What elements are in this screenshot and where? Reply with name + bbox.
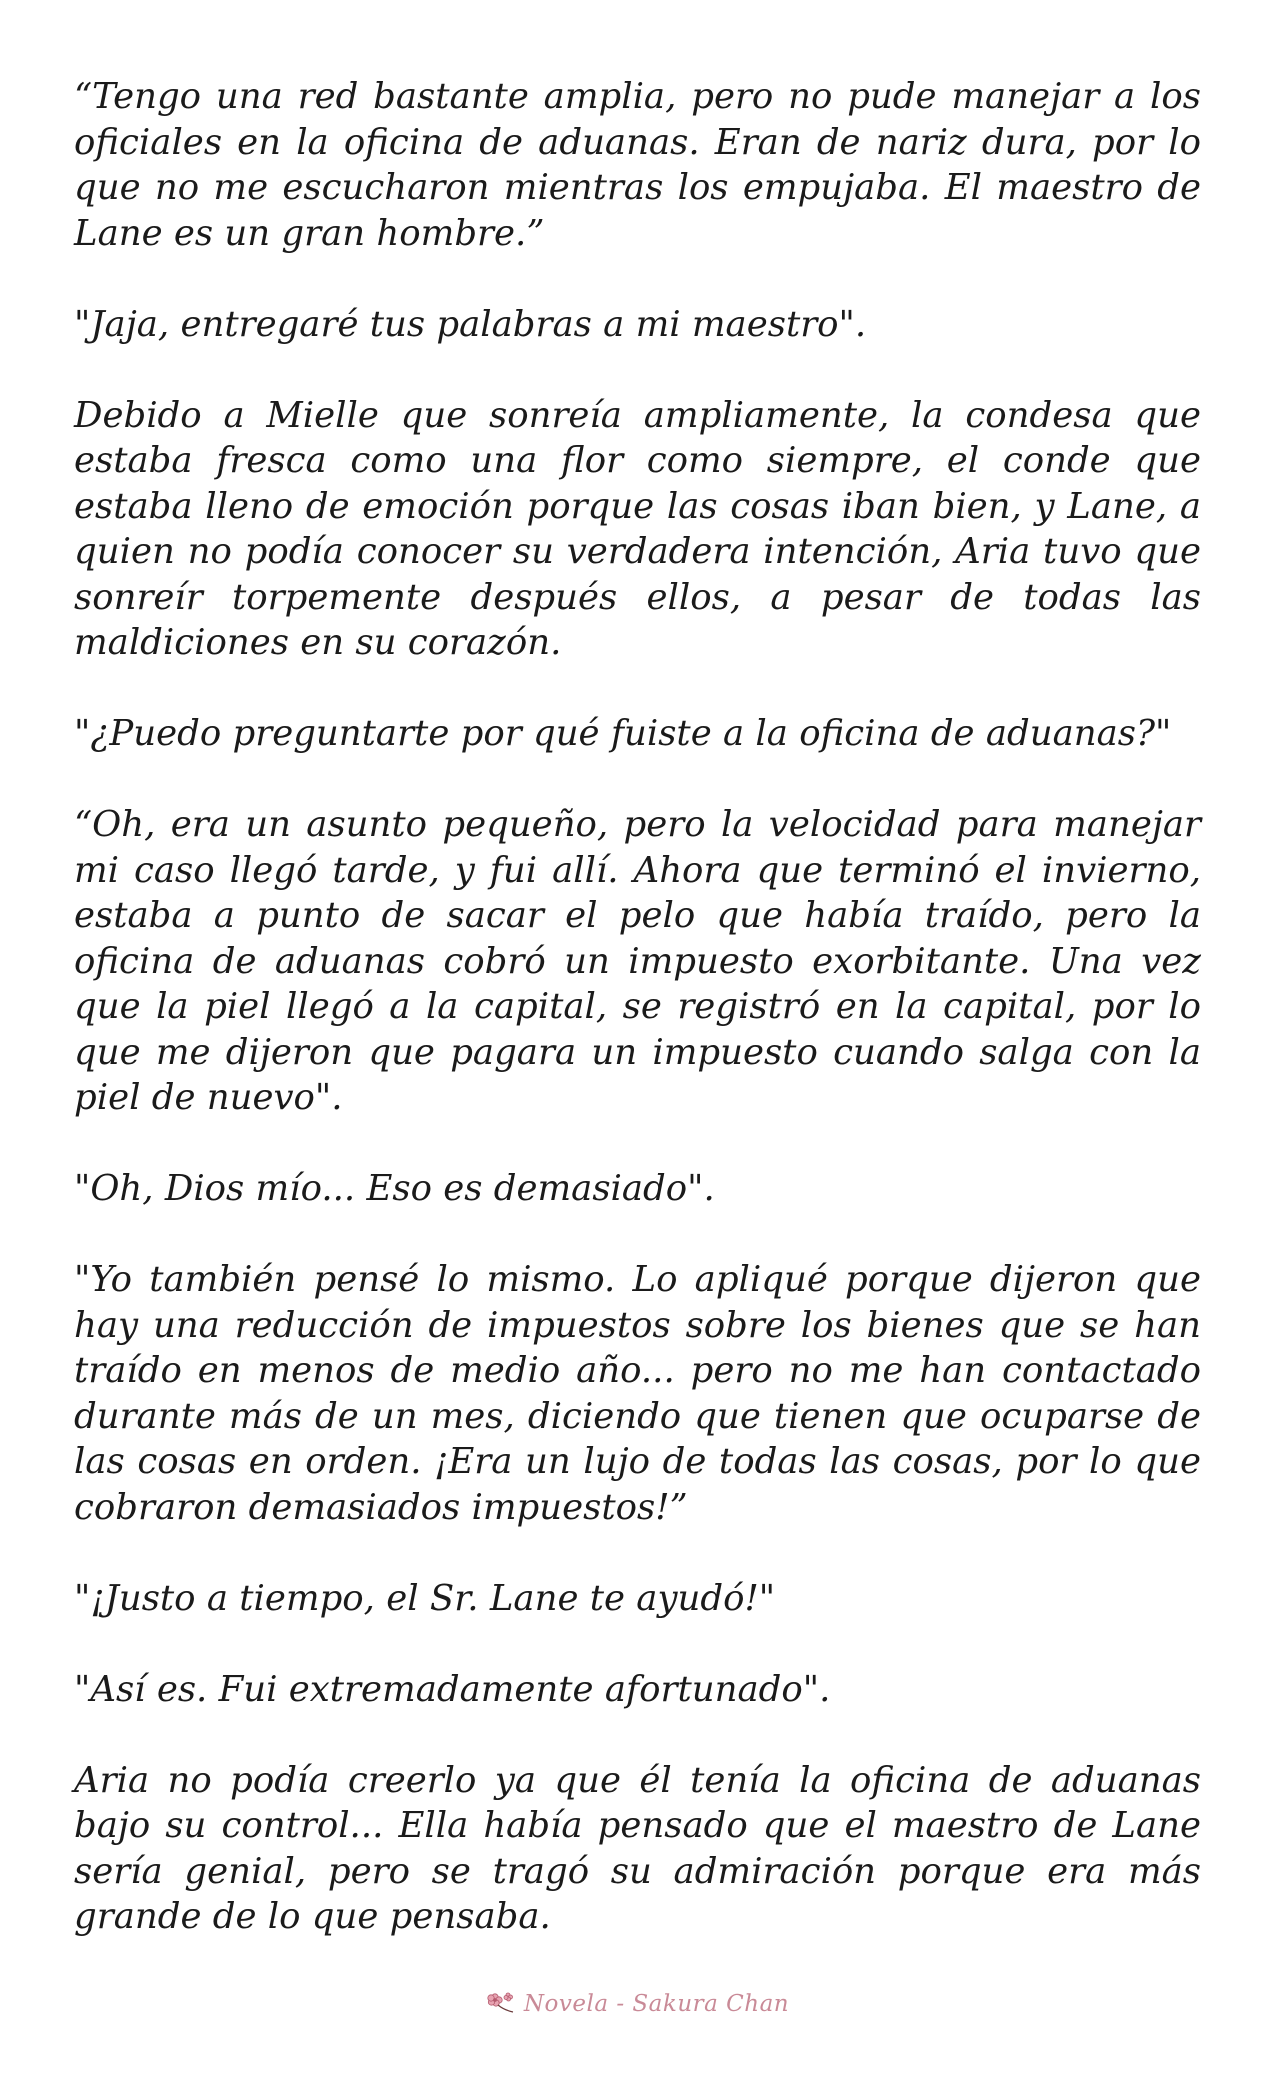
- paragraph: "Oh, Dios mío... Eso es demasiado".: [74, 1168, 715, 1209]
- paragraph: Debido a Mielle que sonreía ampliamente, la condesa que estaba fresca como una flor como siempre, el conde que estaba lleno de emoción porque las cosas iban bien, y Lane, a quien no podía conocer su verdadera intención, Aria tuvo que sonreír torpemente después ellos, a pesar de todas las maldiciones en su corazón.: [74, 394, 1201, 663]
- paragraph: Aria no podía creerlo ya que él tenía la oficina de aduanas bajo su control... Ella había pensado que el maestro de Lane sería genial, pero se tragó su admiración porque era más grande de lo que pensaba.: [74, 1759, 1201, 1937]
- watermark: [0, 1990, 1275, 2017]
- paragraph: “Oh, era un asunto pequeño, pero la velocidad para manejar mi caso llegó tarde, y fui allí. Ahora que terminó el invierno, estaba a punto de sacar el pelo que había traído, pero la oficina de aduanas cobró un impuesto exorbitante. Una vez que la piel llegó a la capital, se registró en la capital, por lo que me dijeron que pagara un impuesto cuando salga con la piel de nuevo".: [74, 804, 1201, 1118]
- sakura-flower-icon: [486, 1990, 516, 2014]
- paragraph: "Jaja, entregaré tus palabras a mi maestro".: [74, 303, 867, 345]
- paragraph: "Así es. Fui extremadamente afortunado".: [74, 1668, 831, 1710]
- paragraph: "Yo también pensé lo mismo. Lo apliqué porque dijeron que hay una reducción de impuestos sobre los bienes que se han traído en menos de medio año... pero no me han contactado durante más de un mes, diciendo que tienen que ocuparse de las cosas en orden. ¡Era un lujo de todas las cosas, por lo que cobraron demasiados impuestos!”: [74, 1259, 1201, 1528]
- watermark-text: Novela - Sakura Chan: [523, 1991, 790, 2017]
- paragraph: "¡Justo a tiempo, el Sr. Lane te ayudó!": [74, 1577, 776, 1619]
- paragraph: "¿Puedo preguntarte por qué fuiste a la oficina de aduanas?": [74, 713, 1172, 754]
- document-body: [74, 74, 1201, 1985]
- paragraph: “Tengo una red bastante amplia, pero no pude manejar a los oficiales en la oficina de aduanas. Eran de nariz dura, por lo que no me escucharon mientras los empujaba. El maestro de Lane es un gran hombre.”: [74, 76, 1201, 254]
